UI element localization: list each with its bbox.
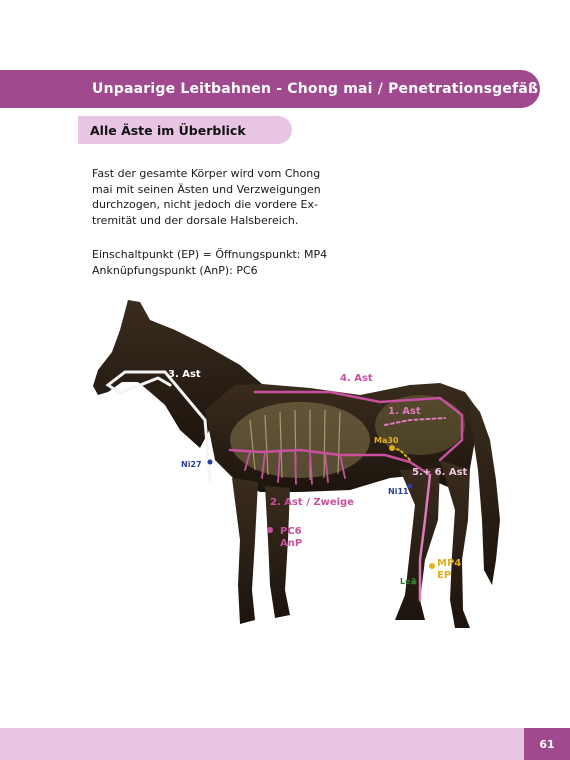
label-branch3: 3. Ast [168,369,201,380]
page-number: 61 [524,728,570,760]
intro-line: Fast der gesamte Körper wird vom Chong [92,167,321,180]
point-mp4 [429,563,435,569]
label-pc6: PC6 [280,526,302,537]
page-title: Unpaarige Leitbahnen - Chong mai / Penetrationsgefäß [92,81,539,97]
intro-line: mai mit seinen Ästen und Verzweigungen [92,182,321,196]
label-ni11: Ni11 [388,487,409,496]
label-branch56: 5.+ 6. Ast [412,467,468,478]
ep-line: Einschaltpunkt (EP) = Öffnungspunkt: MP4 [92,248,328,261]
point-ma30 [389,445,395,451]
horse-tail [470,400,500,585]
label-branch2: 2. Ast / Zweige [270,497,354,508]
label-ep: EP [437,570,452,581]
section-heading: Alle Äste im Überblick [90,122,246,138]
point-pc6 [267,527,273,533]
points-block [92,247,352,278]
intro-line: durchzogen, nicht jedoch die vordere Ex- [92,198,318,211]
intro-paragraph [92,166,324,228]
footer-bar [0,728,570,760]
horse-meridian-figure [0,290,570,640]
point-ni27 [208,460,213,465]
section-heading-bar [78,116,292,144]
label-branch4: 4. Ast [340,373,373,384]
label-le3: Le3 [400,577,417,586]
intro-line: tremität und der dorsale Halsbereich. [92,213,299,227]
anp-line: Anknüpfungspunkt (AnP): PC6 [92,263,258,277]
title-bar [0,70,540,108]
label-mp4: MP4 [437,558,462,569]
label-ni27: Ni27 [181,460,202,469]
horse-front-leg [232,478,258,624]
label-ma30: Ma30 [374,436,399,445]
label-branch1: 1. Ast [388,406,421,417]
label-anp: AnP [280,538,303,549]
